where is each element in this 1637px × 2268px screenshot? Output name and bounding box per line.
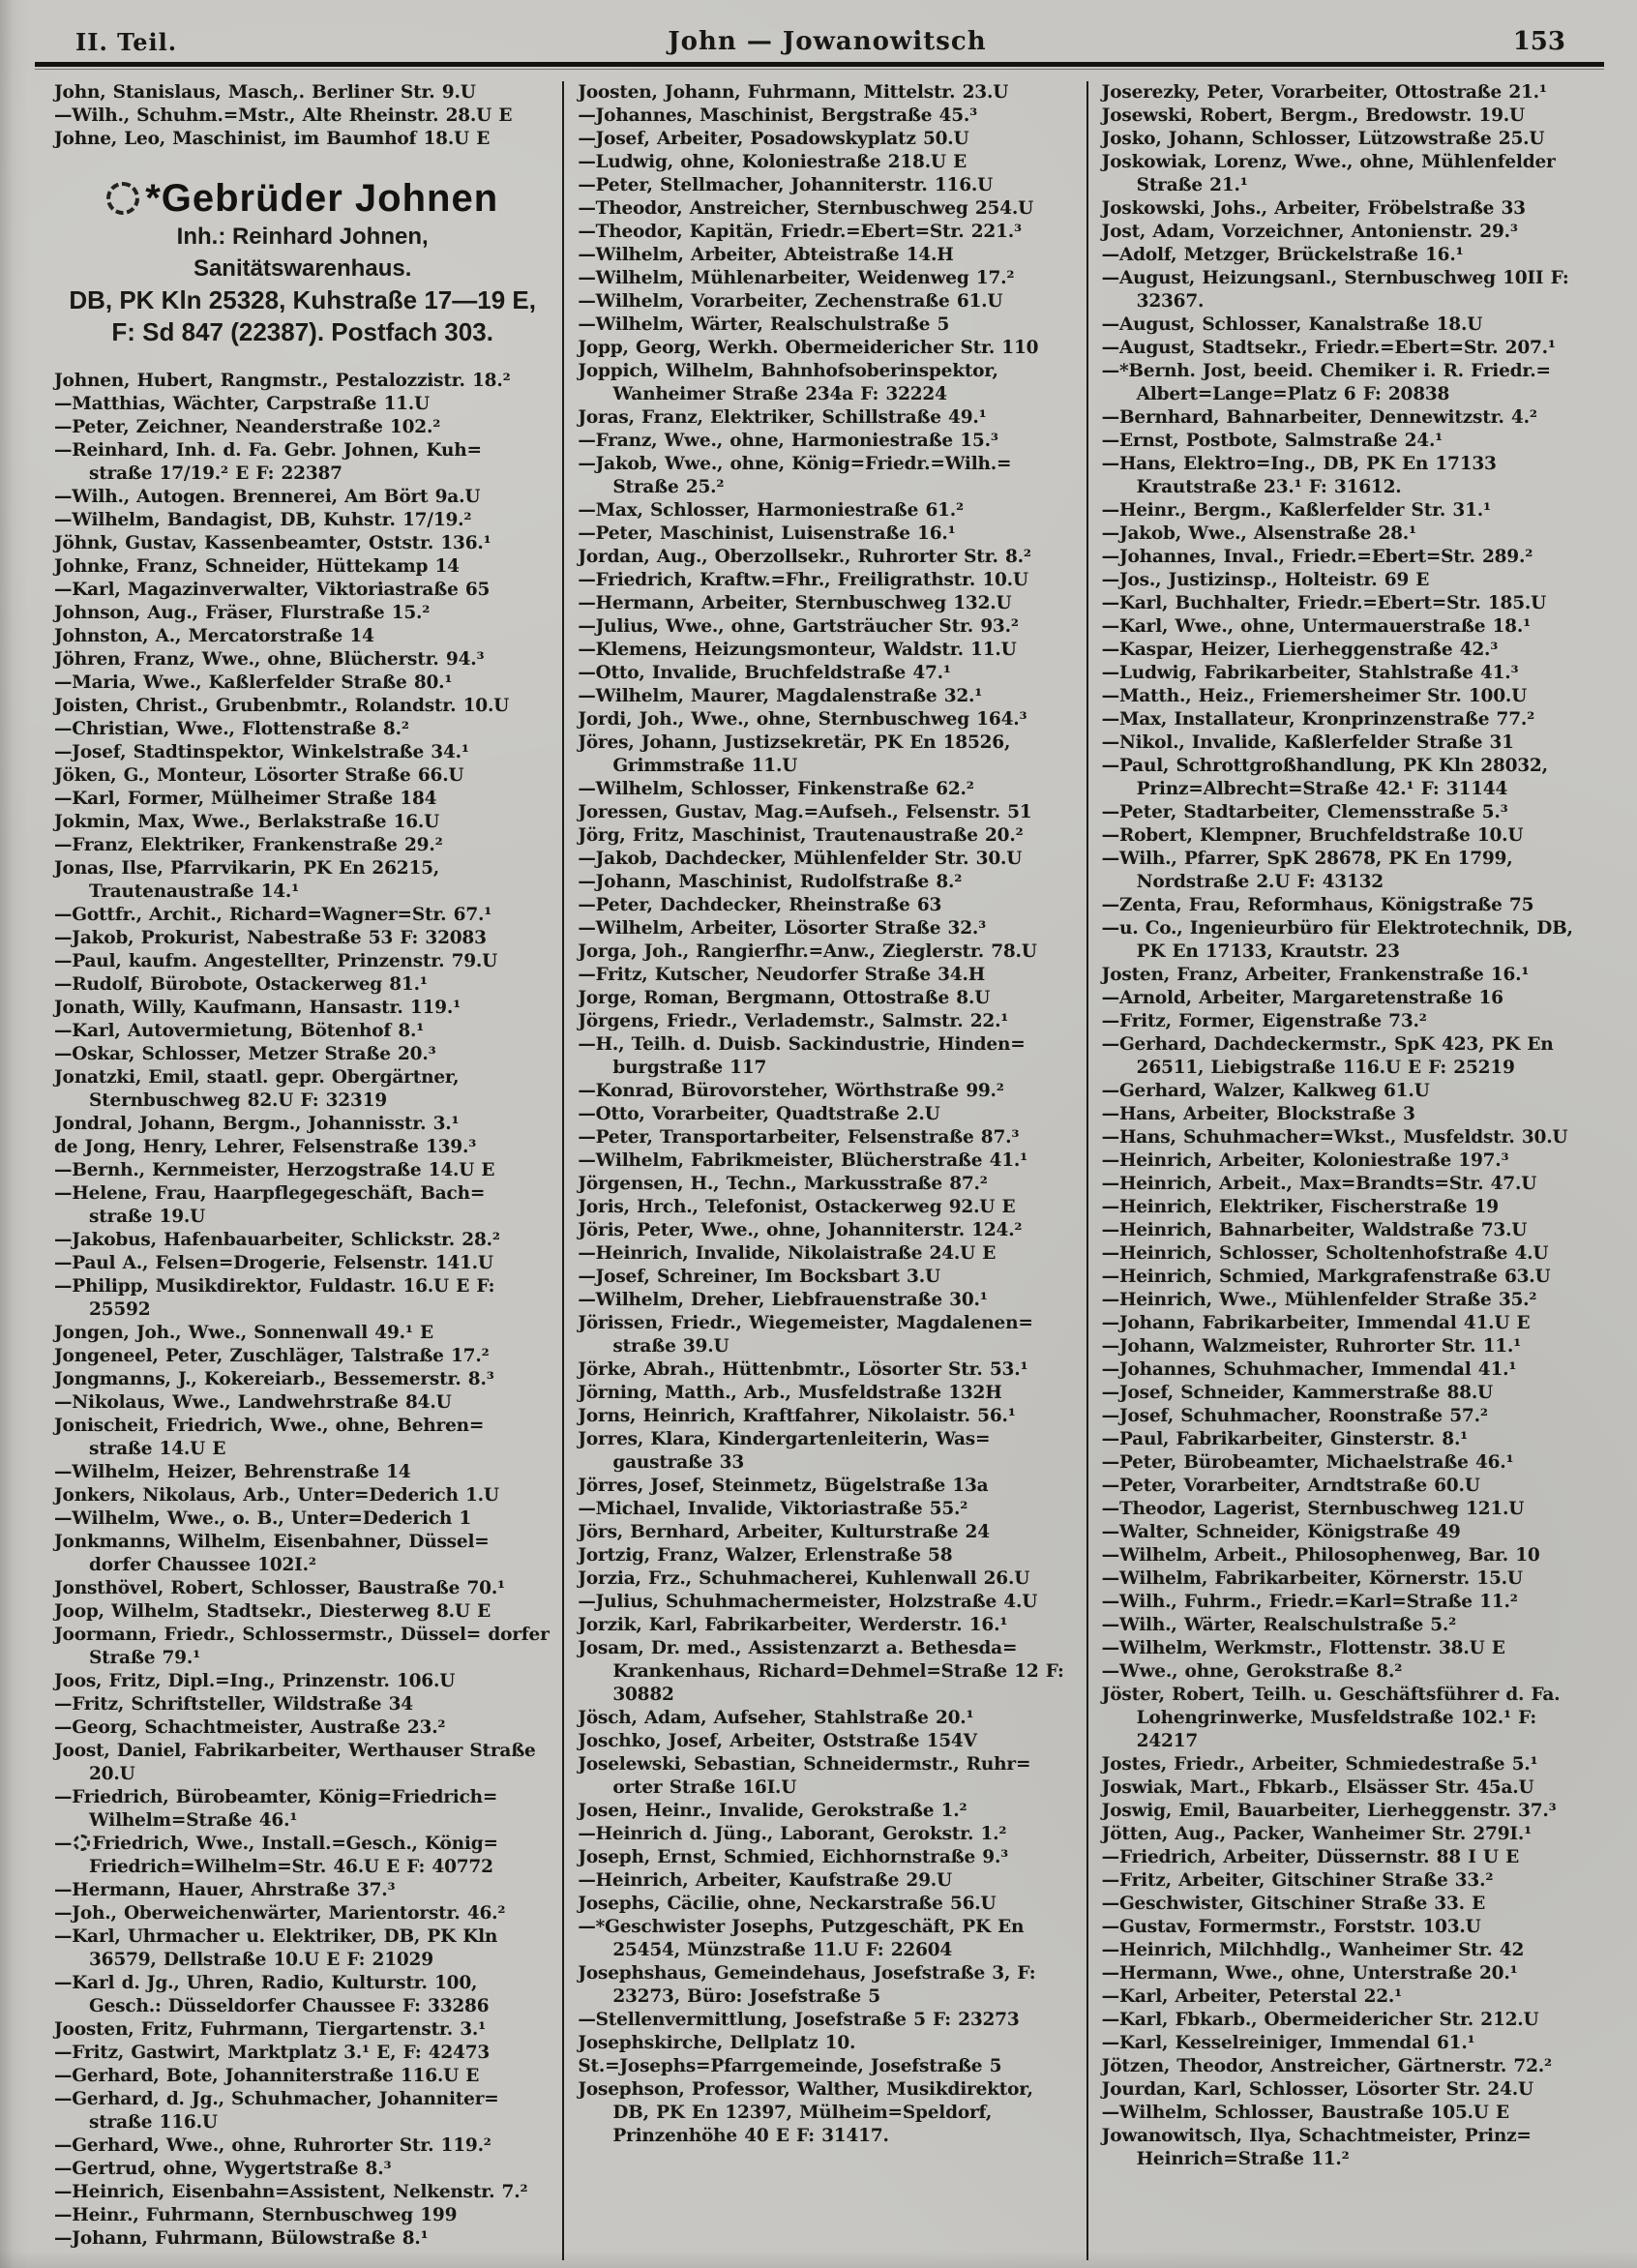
directory-entry: —Friedrich, Bürobeamter, König=Friedrich= Wilhelm=Straße 46.¹ [54, 1787, 498, 1831]
directory-entry: Jopp, Georg, Werkh. Obermeidericher Str. 110 [578, 338, 1039, 358]
directory-entry: —Karl d. Jg., Uhren, Radio, Kulturstr. 100, Gesch.: Düsseldorfer Chaussee F: 33286 [54, 1973, 490, 2016]
directory-entry: —Paul, Fabrikarbeiter, Ginsterstr. 8.¹ [1101, 1429, 1469, 1449]
directory-entry: —Robert, Klempner, Bruchfeldstraße 10.U [1101, 825, 1524, 846]
directory-entry: —August, Heizungsanl., Sternbuschweg 10II F: 32367. [1101, 268, 1569, 312]
directory-entry: —Johann, Maschinist, Rudolfstraße 8.² [578, 872, 963, 892]
directory-entry: Jötten, Aug., Packer, Wanheimer Str. 279I.¹ [1101, 1824, 1532, 1844]
directory-columns [41, 81, 1610, 2260]
directory-entry: —Otto, Invalide, Bruchfeldstraße 47.¹ [578, 663, 951, 683]
directory-entry: Jöhnk, Gustav, Kassenbeamter, Oststr. 136.¹ [54, 533, 491, 553]
directory-entry: —Jakob, Prokurist, Nabestraße 53 F: 32083 [54, 928, 487, 948]
ad-line: Sanitätswarenhaus. [193, 255, 412, 282]
directory-entry: Jonas, Ilse, Pfarrvikarin, PK En 26215, Trautenaustraße 14.¹ [54, 858, 440, 902]
directory-entry: Jorzia, Frz., Schuhmacherei, Kuhlenwall 26.U [578, 1568, 1030, 1589]
directory-entry: —Johannes, Inval., Friedr.=Ebert=Str. 289.² [1101, 547, 1533, 567]
directory-entry: Johnson, Aug., Fräser, Flurstraße 15.² [54, 603, 431, 623]
directory-entry: —Zenta, Frau, Reformhaus, Königstraße 75 [1101, 895, 1534, 915]
directory-entry: —Wilh., Pfarrer, SpK 28678, PK En 1799, Nordstraße 2.U F: 43132 [1101, 849, 1513, 892]
directory-entry: —Julius, Wwe., ohne, Gartsträucher Str. 93.² [578, 616, 1019, 637]
ad-line: F: Sd 847 (22387). Postfach 303. [111, 317, 493, 346]
directory-entry: Josephshaus, Gemeindehaus, Josefstraße 3, F: 23273, Büro: Josefstraße 5 [578, 1963, 1036, 2007]
directory-entry: Johnke, Franz, Schneider, Hüttekamp 14 [54, 556, 460, 577]
directory-entry: —Heinr., Bergm., Kaßlerfelder Str. 31.¹ [1101, 500, 1491, 521]
directory-entry: de Jong, Henry, Lehrer, Felsenstraße 139.³ [54, 1137, 477, 1157]
directory-entry: Jörissen, Friedr., Wiegemeister, Magdalenen= straße 39.U [578, 1313, 1033, 1357]
directory-entry: —August, Schlosser, Kanalstraße 18.U [1101, 314, 1483, 335]
directory-column [41, 81, 562, 2260]
directory-entry: —Paul, kaufm. Angestellter, Prinzenstr. 79.U [54, 951, 498, 971]
directory-entry: —Philipp, Musikdirektor, Fuldastr. 16.U E F: 25592 [54, 1276, 495, 1320]
directory-entry: Jonsthövel, Robert, Schlosser, Baustraße 70.¹ [54, 1578, 505, 1598]
directory-entry: Josephson, Professor, Walther, Musikdirektor, DB, PK En 12397, Mülheim=Speldorf, Prinzenhöhe 40 E F: 31417. [578, 2079, 1033, 2146]
directory-entry: Joressen, Gustav, Mag.=Aufseh., Felsenstr. 51 [578, 802, 1032, 822]
directory-entry: —Wilhelm, Bandagist, DB, Kuhstr. 17/19.² [54, 510, 472, 530]
directory-entry: —u. Co., Ingenieurbüro für Elektrotechnik, DB, PK En 17133, Krautstr. 23 [1101, 918, 1573, 962]
directory-entry: —Heinrich d. Jüng., Laborant, Gerokstr. 1.² [578, 1824, 1007, 1844]
ad-title [54, 176, 551, 221]
directory-entry: —Peter, Dachdecker, Rheinstraße 63 [578, 895, 942, 915]
directory-entry: Jörs, Bernhard, Arbeiter, Kulturstraße 24 [578, 1522, 990, 1542]
directory-entry: Joswig, Emil, Bauarbeiter, Lierheggenstr. 37.³ [1101, 1801, 1557, 1821]
directory-entry: —Peter, Stellmacher, Johanniterstr. 116.U [578, 175, 994, 195]
directory-entry: Jondral, Johann, Bergm., Johannisstr. 3.¹ [54, 1114, 460, 1134]
directory-entry: Josten, Franz, Arbeiter, Frankenstraße 16.¹ [1101, 965, 1530, 985]
directory-entry: —Heinrich, Invalide, Nikolaistraße 24.U E [578, 1243, 997, 1264]
directory-entry: Joisten, Christ., Grubenbmtr., Rolandstr. 10.U [54, 696, 510, 716]
directory-entry: —Gerhard, Wwe., ohne, Ruhrorter Str. 119.² [54, 2135, 491, 2156]
directory-entry: —Heinrich, Elektriker, Fischerstraße 19 [1101, 1197, 1499, 1217]
directory-entry: —Johannes, Maschinist, Bergstraße 45.³ [578, 105, 978, 126]
directory-entry: —Wilhelm, Arbeiter, Abteistraße 14.H [578, 245, 954, 265]
directory-entry: Joskowiak, Lorenz, Wwe., ohne, Mühlenfelder Straße 21.¹ [1101, 152, 1556, 195]
directory-entry: Josam, Dr. med., Assistenzarzt a. Bethesda= Krankenhaus, Richard=Dehmel=Straße 12 F: 30882 [578, 1638, 1064, 1705]
directory-entry: —Arnold, Arbeiter, Margaretenstraße 16 [1101, 988, 1503, 1008]
directory-entry: Joselewski, Sebastian, Schneidermstr., Ruhr= orter Straße 16I.U [578, 1754, 1031, 1798]
directory-entry: Jonkers, Nikolaus, Arb., Unter=Dederich 1.U [54, 1485, 499, 1506]
directory-entry: Joost, Daniel, Fabrikarbeiter, Werthauser Straße 20.U [54, 1741, 536, 1784]
directory-entry: —Karl, Uhrmacher u. Elektriker, DB, PK Kln 36579, Dellstraße 10.U E F: 21029 [54, 1926, 498, 1970]
directory-entry: —Wilhelm, Dreher, Liebfrauenstraße 30.¹ [578, 1290, 988, 1310]
ad-line: Inh.: Reinhard Johnen, [176, 224, 429, 250]
directory-entry: —Heinrich, Arbeiter, Kaufstraße 29.U [578, 1870, 952, 1891]
directory-entry: —Fritz, Former, Eigenstraße 73.² [1101, 1011, 1427, 1031]
directory-entry: —Matth., Heiz., Friemersheimer Str. 100.U [1101, 686, 1528, 706]
directory-entry: —Gustav, Formermstr., Forststr. 103.U [1101, 1917, 1481, 1937]
directory-entry: —Wwe., ohne, Gerokstraße 8.² [1101, 1661, 1403, 1682]
directory-entry: —Walter, Schneider, Königstraße 49 [1101, 1522, 1461, 1542]
directory-entry: —Karl, Magazinverwalter, Viktoriastraße 65 [54, 580, 491, 600]
running-header: John — Jowanowitsch [668, 27, 987, 56]
directory-entry: Jörres, Josef, Steinmetz, Bügelstraße 13a [578, 1476, 989, 1496]
directory-entry: —Wilhelm, Arbeiter, Lösorter Straße 32.³ [578, 918, 987, 939]
directory-entry: —Helene, Frau, Haarpflegegeschäft, Bach= straße 19.U [54, 1183, 486, 1227]
directory-entry: —Peter, Maschinist, Luisenstraße 16.¹ [578, 523, 956, 544]
directory-entry: —Theodor, Kapitän, Friedr.=Ebert=Str. 221.³ [578, 222, 1022, 242]
directory-entry: —Wilhelm, Schlosser, Finkenstraße 62.² [578, 779, 974, 799]
directory-entry: Jörg, Fritz, Maschinist, Trautenaustraße 20.² [578, 825, 1024, 846]
directory-entry: —Wilhelm, Werkmstr., Flottenstr. 38.U E [1101, 1638, 1505, 1658]
directory-entry: —Max, Schlosser, Harmoniestraße 61.² [578, 500, 964, 521]
directory-entry: —Kaspar, Heizer, Lierheggenstraße 42.³ [1101, 640, 1499, 660]
directory-entry: —Klemens, Heizungsmonteur, Waldstr. 11.U [578, 640, 1017, 660]
directory-entry: —Georg, Schachtmeister, Austraße 23.² [54, 1717, 446, 1738]
directory-entry: —Theodor, Anstreicher, Sternbuschweg 254.U [578, 198, 1034, 219]
directory-entry: —Nikolaus, Wwe., Landwehrstraße 84.U [54, 1392, 452, 1413]
directory-entry: Jöster, Robert, Teilh. u. Geschäftsführer d. Fa. Lohengrinwerke, Musfeldstraße 102.¹ F: 24217 [1101, 1685, 1561, 1751]
directory-entry: Jonkmanns, Wilhelm, Eisenbahner, Düssel= dorfer Chaussee 102I.² [54, 1532, 490, 1575]
directory-entry: —Wilh., Fuhrm., Friedr.=Karl=Straße 11.² [1101, 1592, 1518, 1612]
page-header [75, 17, 1579, 60]
directory-entry: John, Stanislaus, Masch,. Berliner Str. 9.U [54, 82, 476, 103]
directory-entry: —Fritz, Schriftsteller, Wildstraße 34 [54, 1694, 413, 1715]
directory-entry: —Maria, Wwe., Kaßlerfelder Straße 80.¹ [54, 672, 453, 693]
directory-entry: — Friedrich, Wwe., Install.=Gesch., König= Friedrich=Wilhelm=Str. 46.U E F: 40772 [54, 1834, 498, 1877]
directory-entry: —Theodor, Lagerist, Sternbuschweg 121.U [1101, 1499, 1525, 1519]
directory-entry: Jongen, Joh., Wwe., Sonnenwall 49.¹ E [54, 1323, 433, 1343]
ad-line: DB, PK Kln 25328, Kuhstraße 17—19 E, [69, 285, 536, 314]
directory-entry: —Jakob, Wwe., Alsenstraße 28.¹ [1101, 523, 1416, 544]
directory-column [562, 81, 1086, 2260]
directory-entry: —Josef, Schreiner, Im Bocksbart 3.U [578, 1267, 940, 1287]
directory-entry: —Heinrich, Arbeiter, Koloniestraße 197.³ [1101, 1150, 1509, 1171]
directory-entry: —Hermann, Wwe., ohne, Unterstraße 20.¹ [1101, 1963, 1518, 1984]
directory-entry: —Karl, Buchhalter, Friedr.=Ebert=Str. 185.U [1101, 593, 1547, 613]
directory-entry: —Hans, Arbeiter, Blockstraße 3 [1101, 1104, 1415, 1124]
directory-entry: —Johannes, Schuhmacher, Immendal 41.¹ [1101, 1359, 1517, 1380]
directory-entry: Jortzig, Franz, Walzer, Erlenstraße 58 [578, 1545, 953, 1566]
directory-column [1086, 81, 1610, 2260]
directory-entry: Joormann, Friedr., Schlossermstr., Düssel= dorfer Straße 79.¹ [54, 1625, 550, 1668]
directory-entry: —Heinrich, Schmied, Markgrafenstraße 63.U [1101, 1267, 1551, 1287]
directory-entry: —Gerhard, d. Jg., Schuhmacher, Johanniter= straße 116.U [54, 2089, 499, 2133]
directory-entry: —Nikol., Invalide, Kaßlerfelder Straße 31 [1101, 732, 1514, 753]
advertisement [54, 176, 551, 348]
directory-entry: Jostes, Friedr., Arbeiter, Schmiedestraße 5.¹ [1101, 1754, 1538, 1775]
directory-entry: —Peter, Zeichner, Neanderstraße 102.² [54, 417, 441, 437]
directory-entry: Jörning, Matth., Arb., Musfeldstraße 132H [578, 1383, 1002, 1403]
directory-entry: —Peter, Stadtarbeiter, Clemensstraße 5.³ [1101, 802, 1508, 822]
directory-entry: Joserezky, Peter, Vorarbeiter, Ottostraße 21.¹ [1101, 82, 1547, 103]
directory-entry: —Hans, Schuhmacher=Wkst., Musfeldstr. 30.U [1101, 1127, 1568, 1148]
directory-entry: —Paul A., Felsen=Drogerie, Felsenstr. 141.U [54, 1253, 493, 1273]
directory-entry: Joppich, Wilhelm, Bahnhofsoberinspektor, Wanheimer Straße 234a F: 32224 [578, 361, 998, 404]
directory-entry: —Josef, Schneider, Kammerstraße 88.U [1101, 1383, 1493, 1403]
directory-entry: —Konrad, Bürovorsteher, Wörthstraße 99.² [578, 1081, 1004, 1101]
directory-entry: —Wilhelm, Wärter, Realschulstraße 5 [578, 314, 950, 335]
directory-entry: —Wilhelm, Maurer, Magdalenstraße 32.¹ [578, 686, 983, 706]
directory-entry: Josen, Heinr., Invalide, Gerokstraße 1.² [578, 1801, 967, 1821]
directory-entry: —Jakob, Wwe., ohne, König=Friedr.=Wilh.= Straße 25.² [578, 454, 1012, 497]
directory-entry: —Wilh., Autogen. Brennerei, Am Bört 9a.U [54, 487, 481, 507]
directory-entry: Johnston, A., Mercatorstraße 14 [54, 626, 374, 646]
directory-entry: Jowanowitsch, Ilya, Schachtmeister, Prinz= Heinrich=Straße 11.² [1101, 2126, 1532, 2169]
page-number: 153 [1512, 27, 1565, 56]
directory-entry: —Ludwig, ohne, Koloniestraße 218.U E [578, 152, 967, 172]
directory-entry: —Matthias, Wächter, Carpstraße 11.U [54, 394, 430, 414]
directory-entry: —Johann, Fuhrmann, Bülowstraße 8.¹ [54, 2228, 429, 2249]
directory-entry: —Karl, Arbeiter, Peterstal 22.¹ [1101, 1986, 1403, 2007]
directory-entry: Jorres, Klara, Kindergartenleiterin, Was= gaustraße 33 [578, 1429, 991, 1473]
directory-entry: —Wilh., Wärter, Realschulstraße 5.² [1101, 1615, 1457, 1635]
directory-entry: —Bernhard, Bahnarbeiter, Dennewitzstr. 4.² [1101, 407, 1537, 428]
directory-entry: Josewski, Robert, Bergm., Bredowstr. 19.U [1101, 105, 1525, 126]
directory-entry: —Peter, Transportarbeiter, Felsenstraße 87.³ [578, 1127, 1020, 1148]
directory-entry: Jösch, Adam, Aufseher, Stahlstraße 20.¹ [578, 1708, 974, 1728]
wreath-icon [74, 1835, 90, 1851]
directory-entry: —Heinrich, Arbeit., Max=Brandts=Str. 47.U [1101, 1174, 1537, 1194]
ad-company-name: *Gebrüder Johnen [145, 177, 499, 220]
directory-entry: —Wilhelm, Heizer, Behrenstraße 14 [54, 1462, 411, 1482]
directory-entry: Jörgensen, H., Techn., Markusstraße 87.² [578, 1174, 988, 1194]
directory-entry: —Jakob, Dachdecker, Mühlenfelder Str. 30.U [578, 849, 1023, 869]
directory-entry: —Christian, Wwe., Flottenstraße 8.² [54, 719, 409, 739]
directory-entry: Josephskirche, Dellplatz 10. [578, 2033, 856, 2053]
directory-entry: Joras, Franz, Elektriker, Schillstraße 49.¹ [578, 407, 987, 428]
directory-entry: —Hans, Elektro=Ing., DB, PK En 17133 Krautstraße 23.¹ F: 31612. [1101, 454, 1497, 497]
directory-entry: Jöhren, Franz, Wwe., ohne, Blücherstr. 94.³ [54, 649, 485, 670]
directory-entry: —*Bernh. Jost, beeid. Chemiker i. R. Friedr.= Albert=Lange=Platz 6 F: 20838 [1101, 361, 1551, 404]
directory-entry: Joschko, Josef, Arbeiter, Oststraße 154V [578, 1731, 977, 1751]
directory-entry: —Gerhard, Bote, Johanniterstraße 116.U E [54, 2066, 480, 2086]
directory-entry: Joskowski, Johs., Arbeiter, Fröbelstraße 33 [1101, 198, 1526, 219]
directory-entry: —Karl, Fbkarb., Obermeidericher Str. 212.U [1101, 2010, 1539, 2030]
directory-entry: Josephs, Cäcilie, ohne, Neckarstraße 56.U [578, 1894, 997, 1914]
directory-entry: —Jos., Justizinsp., Holteistr. 69 E [1101, 570, 1430, 590]
directory-entry: Joosten, Fritz, Fuhrmann, Tiergartenstr. 3.¹ [54, 2019, 487, 2040]
directory-entry: —Wilhelm, Fabrikmeister, Blücherstraße 41.¹ [578, 1150, 1028, 1171]
directory-entry: —Michael, Invalide, Viktoriastraße 55.² [578, 1499, 968, 1519]
directory-entry: —Heinrich, Schlosser, Scholtenhofstraße 4.U [1101, 1243, 1549, 1264]
directory-entry: Jokmin, Max, Wwe., Berlakstraße 16.U [54, 812, 440, 832]
directory-entry: —Ludwig, Fabrikarbeiter, Stahlstraße 41.³ [1101, 663, 1519, 683]
directory-entry: Joos, Fritz, Dipl.=Ing., Prinzenstr. 106.U [54, 1671, 456, 1691]
directory-entry: —Wilhelm, Arbeit., Philosophenweg, Bar. 10 [1101, 1545, 1540, 1566]
directory-entry: —Karl, Wwe., ohne, Untermauerstraße 18.¹ [1101, 616, 1531, 637]
directory-entry: —Wilhelm, Mühlenarbeiter, Weidenweg 17.² [578, 268, 1015, 288]
directory-entry: Jöris, Peter, Wwe., ohne, Johanniterstr. 124.² [578, 1220, 1023, 1240]
directory-entry: —Geschwister, Gitschiner Straße 33. E [1101, 1894, 1485, 1914]
directory-entry: —Heinrich, Milchhdlg., Wanheimer Str. 42 [1101, 1940, 1525, 1960]
directory-entry: —Johann, Walzmeister, Ruhrorter Str. 11.¹ [1101, 1336, 1522, 1357]
directory-entry: Jorns, Heinrich, Kraftfahrer, Nikolaistr. 56.¹ [578, 1406, 1016, 1426]
directory-entry: —Gerhard, Dachdeckermstr., SpK 423, PK En 26511, Liebigstraße 116.U E F: 25219 [1101, 1034, 1554, 1078]
directory-entry: —Bernh., Kernmeister, Herzogstraße 14.U E [54, 1160, 495, 1180]
directory-entry: —Reinhard, Inh. d. Fa. Gebr. Johnen, Kuh= straße 17/19.² E F: 22387 [54, 440, 482, 484]
directory-entry: —Fritz, Gastwirt, Marktplatz 3.¹ E, F: 42473 [54, 2043, 491, 2063]
directory-entry: —Wilhelm, Vorarbeiter, Zechenstraße 61.U [578, 291, 1003, 312]
directory-entry: Jongeneel, Peter, Zuschläger, Talstraße 17.² [54, 1346, 490, 1366]
directory-entry: Jöken, G., Monteur, Lösorter Straße 66.U [54, 765, 464, 786]
directory-entry: Joseph, Ernst, Schmied, Eichhornstraße 9.³ [578, 1847, 1009, 1867]
directory-entry: —Otto, Vorarbeiter, Quadtstraße 2.U [578, 1104, 940, 1124]
directory-entry: Joris, Hrch., Telefonist, Ostackerweg 92.U E [578, 1197, 1016, 1217]
directory-entry: —Heinrich, Wwe., Mühlenfelder Straße 35.² [1101, 1290, 1537, 1310]
directory-entry: —Johann, Fabrikarbeiter, Immendal 41.U E [1101, 1313, 1531, 1333]
directory-entry: —Wilhelm, Wwe., o. B., Unter=Dederich 1 [54, 1508, 472, 1529]
directory-entry: Jonath, Willy, Kaufmann, Hansastr. 119.¹ [54, 998, 461, 1018]
directory-entry: Jordan, Aug., Oberzollsekr., Ruhrorter Str. 8.² [578, 547, 1031, 567]
directory-entry: —Wilh., Schuhm.=Mstr., Alte Rheinstr. 28.U E [54, 105, 513, 126]
directory-entry: —Karl, Autovermietung, Bötenhof 8.¹ [54, 1021, 425, 1041]
directory-entry: Joosten, Johann, Fuhrmann, Mittelstr. 23.U [578, 82, 1009, 103]
directory-entry: Jonischeit, Friedrich, Wwe., ohne, Behren= straße 14.U E [54, 1416, 485, 1459]
directory-entry: —Fritz, Kutscher, Neudorfer Straße 34.H [578, 965, 986, 985]
directory-entry: —Wilhelm, Fabrikarbeiter, Körnerstr. 15.U [1101, 1568, 1523, 1589]
directory-entry: —Gertrud, ohne, Wygertstraße 8.³ [54, 2159, 392, 2179]
directory-entry: —Josef, Stadtinspektor, Winkelstraße 34.¹ [54, 742, 469, 762]
header-rule-shadow [35, 69, 1604, 70]
directory-entry: Jorge, Roman, Bergmann, Ottostraße 8.U [578, 988, 991, 1008]
directory-entry: Jordi, Joh., Wwe., ohne, Sternbuschweg 164.³ [578, 709, 1027, 730]
directory-entry: Jötzen, Theodor, Anstreicher, Gärtnerstr. 72.² [1101, 2056, 1552, 2076]
directory-entry: —Heinr., Fuhrmann, Sternbuschweg 199 [54, 2205, 458, 2225]
directory-entry: —Franz, Wwe., ohne, Harmoniestraße 15.³ [578, 431, 998, 451]
directory-entry: Jourdan, Karl, Schlosser, Lösorter Str. 24.U [1101, 2079, 1533, 2100]
directory-entry: Johne, Leo, Maschinist, im Baumhof 18.U E [54, 129, 491, 149]
directory-entry: —Ernst, Postbote, Salmstraße 24.¹ [1101, 431, 1444, 451]
directory-entry: —Hermann, Hauer, Ahrstraße 37.³ [54, 1880, 396, 1900]
directory-entry: —*Geschwister Josephs, Putzgeschäft, PK En 25454, Münzstraße 11.U F: 22604 [578, 1917, 1025, 1960]
directory-entry: Josko, Johann, Schlosser, Lützowstraße 25.U [1101, 129, 1545, 149]
directory-entry: —Heinrich, Eisenbahn=Assistent, Nelkenstr. 7.² [54, 2182, 528, 2202]
directory-entry: Jorzik, Karl, Fabrikarbeiter, Werderstr. 16.¹ [578, 1615, 1008, 1635]
directory-entry: —Friedrich, Arbeiter, Düssernstr. 88 I U E [1101, 1847, 1519, 1867]
directory-entry: —Josef, Schuhmacher, Roonstraße 57.² [1101, 1406, 1488, 1426]
directory-entry: Jöres, Johann, Justizsekretär, PK En 18526, Grimmstraße 11.U [578, 732, 1011, 776]
wreath-icon [106, 182, 139, 215]
directory-entry: —Fritz, Arbeiter, Gitschiner Straße 33.² [1101, 1870, 1494, 1891]
directory-entry: —Peter, Vorarbeiter, Arndtstraße 60.U [1101, 1476, 1480, 1496]
directory-entry: —Hermann, Arbeiter, Sternbuschweg 132.U [578, 593, 1012, 613]
directory-entry: —Friedrich, Kraftw.=Fhr., Freiligrathstr. 10.U [578, 570, 1028, 590]
section-label: II. Teil. [75, 28, 178, 56]
directory-entry: St.=Josephs=Pfarrgemeinde, Josefstraße 5 [578, 2056, 1002, 2076]
directory-entry: —August, Stadtsekr., Friedr.=Ebert=Str. 207.¹ [1101, 338, 1556, 358]
directory-entry: —Max, Installateur, Kronprinzenstraße 77.² [1101, 709, 1535, 730]
directory-entry: —Jakobus, Hafenbauarbeiter, Schlickstr. 28.² [54, 1230, 500, 1250]
directory-entry: Jorga, Joh., Rangierfhr.=Anw., Zieglerstr. 78.U [578, 941, 1037, 962]
directory-entry: —Gottfr., Archit., Richard=Wagner=Str. 67.¹ [54, 905, 492, 925]
directory-entry: —Wilhelm, Schlosser, Baustraße 105.U E [1101, 2103, 1509, 2123]
directory-entry: —Peter, Bürobeamter, Michaelstraße 46.¹ [1101, 1452, 1514, 1473]
directory-entry: Jongmanns, J., Kokereiarb., Bessemerstr. 8.³ [54, 1369, 494, 1389]
directory-entry: Joswiak, Mart., Fbkarb., Elsässer Str. 45a.U [1101, 1777, 1534, 1798]
directory-entry: —Franz, Elektriker, Frankenstraße 29.² [54, 835, 443, 855]
directory-entry: —Oskar, Schlosser, Metzer Straße 20.³ [54, 1044, 436, 1064]
directory-entry: —Adolf, Metzger, Brückelstraße 16.¹ [1101, 245, 1464, 265]
directory-entry: —Gerhard, Walzer, Kalkweg 61.U [1101, 1081, 1430, 1101]
directory-entry: —Joh., Oberweichenwärter, Marientorstr. 46.² [54, 1903, 506, 1924]
directory-entry: —Rudolf, Bürobote, Ostackerweg 81.¹ [54, 974, 428, 995]
directory-entry: Jonatzki, Emil, staatl. gepr. Obergärtner, Sternbuschweg 82.U F: 32319 [54, 1067, 460, 1111]
directory-entry: Jörke, Abrah., Hüttenbmtr., Lösorter Str. 53.¹ [578, 1359, 1028, 1380]
directory-entry: Johnen, Hubert, Rangmstr., Pestalozzistr. 18.² [54, 371, 511, 391]
directory-entry: —Heinrich, Bahnarbeiter, Waldstraße 73.U [1101, 1220, 1528, 1240]
directory-entry: —Josef, Arbeiter, Posadowskyplatz 50.U [578, 129, 969, 149]
directory-entry: —Julius, Schuhmachermeister, Holzstraße 4.U [578, 1592, 1038, 1612]
directory-entry: —Karl, Kesselreiniger, Immendal 61.¹ [1101, 2033, 1475, 2053]
directory-entry: —Stellenvermittlung, Josefstraße 5 F: 23273 [578, 2010, 1020, 2030]
directory-entry: Joop, Wilhelm, Stadtsekr., Diesterweg 8.U E [54, 1601, 491, 1622]
directory-entry: —Paul, Schrottgroßhandlung, PK Kln 28032, Prinz=Albrecht=Straße 42.¹ F: 31144 [1101, 756, 1548, 799]
directory-entry: Jost, Adam, Vorzeichner, Antonienstr. 29.³ [1101, 222, 1518, 242]
directory-entry: Jörgens, Friedr., Verlademstr., Salmstr. 22.¹ [578, 1011, 1009, 1031]
header-rule [35, 62, 1604, 67]
directory-entry: —H., Teilh. d. Duisb. Sackindustrie, Hinden= burgstraße 117 [578, 1034, 1026, 1078]
directory-entry: —Karl, Former, Mülheimer Straße 184 [54, 789, 437, 809]
